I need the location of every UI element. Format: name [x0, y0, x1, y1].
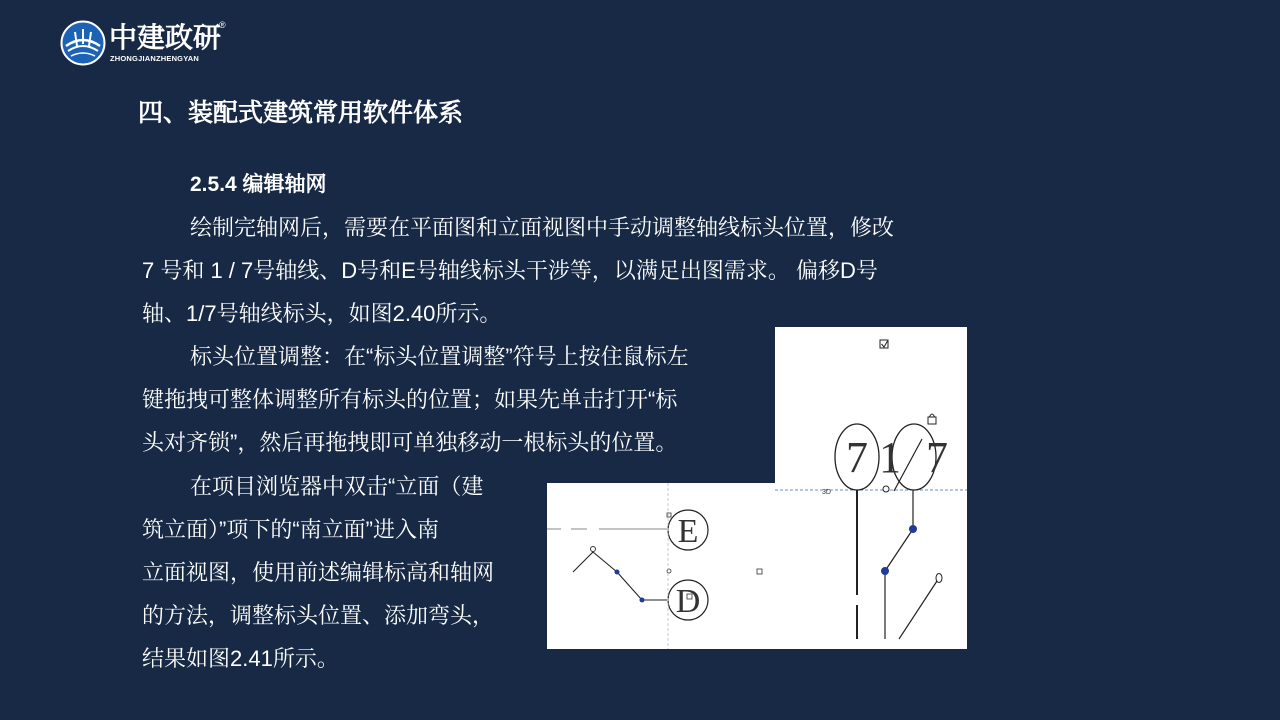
logo-brand-text: 中建政研: [109, 22, 222, 53]
globe-logo-icon: [60, 20, 106, 66]
logo-registered-mark: ®: [219, 20, 226, 30]
body-line: 标头位置调整：在“标头位置调整”符号上按住鼠标左: [190, 344, 689, 369]
checkbox-icon: [757, 569, 762, 574]
grid-head-figure: [547, 327, 967, 649]
lock-icon: [928, 414, 936, 424]
section-title: 四、装配式建筑常用软件体系: [138, 99, 464, 127]
grid-label-7b: 7: [926, 433, 948, 482]
body-line: 键拖拽可整体调整所有标头的位置；如果先单击打开“标: [142, 387, 678, 412]
body-line: 轴、1/7号轴线标头，如图2.40所示。: [142, 301, 502, 326]
grid-label-e: E: [677, 513, 699, 550]
grid-label-7: 7: [846, 433, 868, 482]
body-line: 结果如图2.41所示。: [142, 646, 339, 671]
checkbox-icon: [880, 340, 888, 348]
grid-head-7: [835, 424, 879, 490]
body-line: 绘制完轴网后，需要在平面图和立面视图中手动调整轴线标头位置，修改: [190, 215, 895, 240]
logo-subtitle: ZHONGJIANZHENGYAN: [110, 54, 199, 63]
logo: [60, 20, 230, 66]
grid-head-d: [668, 580, 708, 620]
grid-head-e: [668, 510, 708, 550]
body-line: 在项目浏览器中双击“立面（建: [190, 474, 484, 499]
body-line: 立面视图，使用前述编辑标高和轴网: [142, 560, 495, 585]
grid-label-1: 1: [879, 433, 901, 482]
body-line: 7 号和 1 / 7号轴线、D号和E号轴线标头干涉等，以满足出图需求。 偏移D号: [142, 258, 878, 283]
body-line: 的方法，调整标头位置、添加弯头，: [142, 603, 495, 628]
body-line: 头对齐锁”，然后再拖拽即可单独移动一根标头的位置。: [142, 430, 678, 455]
grid-label-d: D: [675, 583, 701, 620]
subsection-title: 2.5.4 编辑轴网: [190, 173, 327, 196]
grid-head-1-7: [879, 424, 948, 491]
body-line: 筑立面）”项下的“南立面”进入南: [142, 517, 439, 542]
grid-end-handle: [883, 486, 889, 492]
level-label: 3D: [822, 489, 831, 496]
